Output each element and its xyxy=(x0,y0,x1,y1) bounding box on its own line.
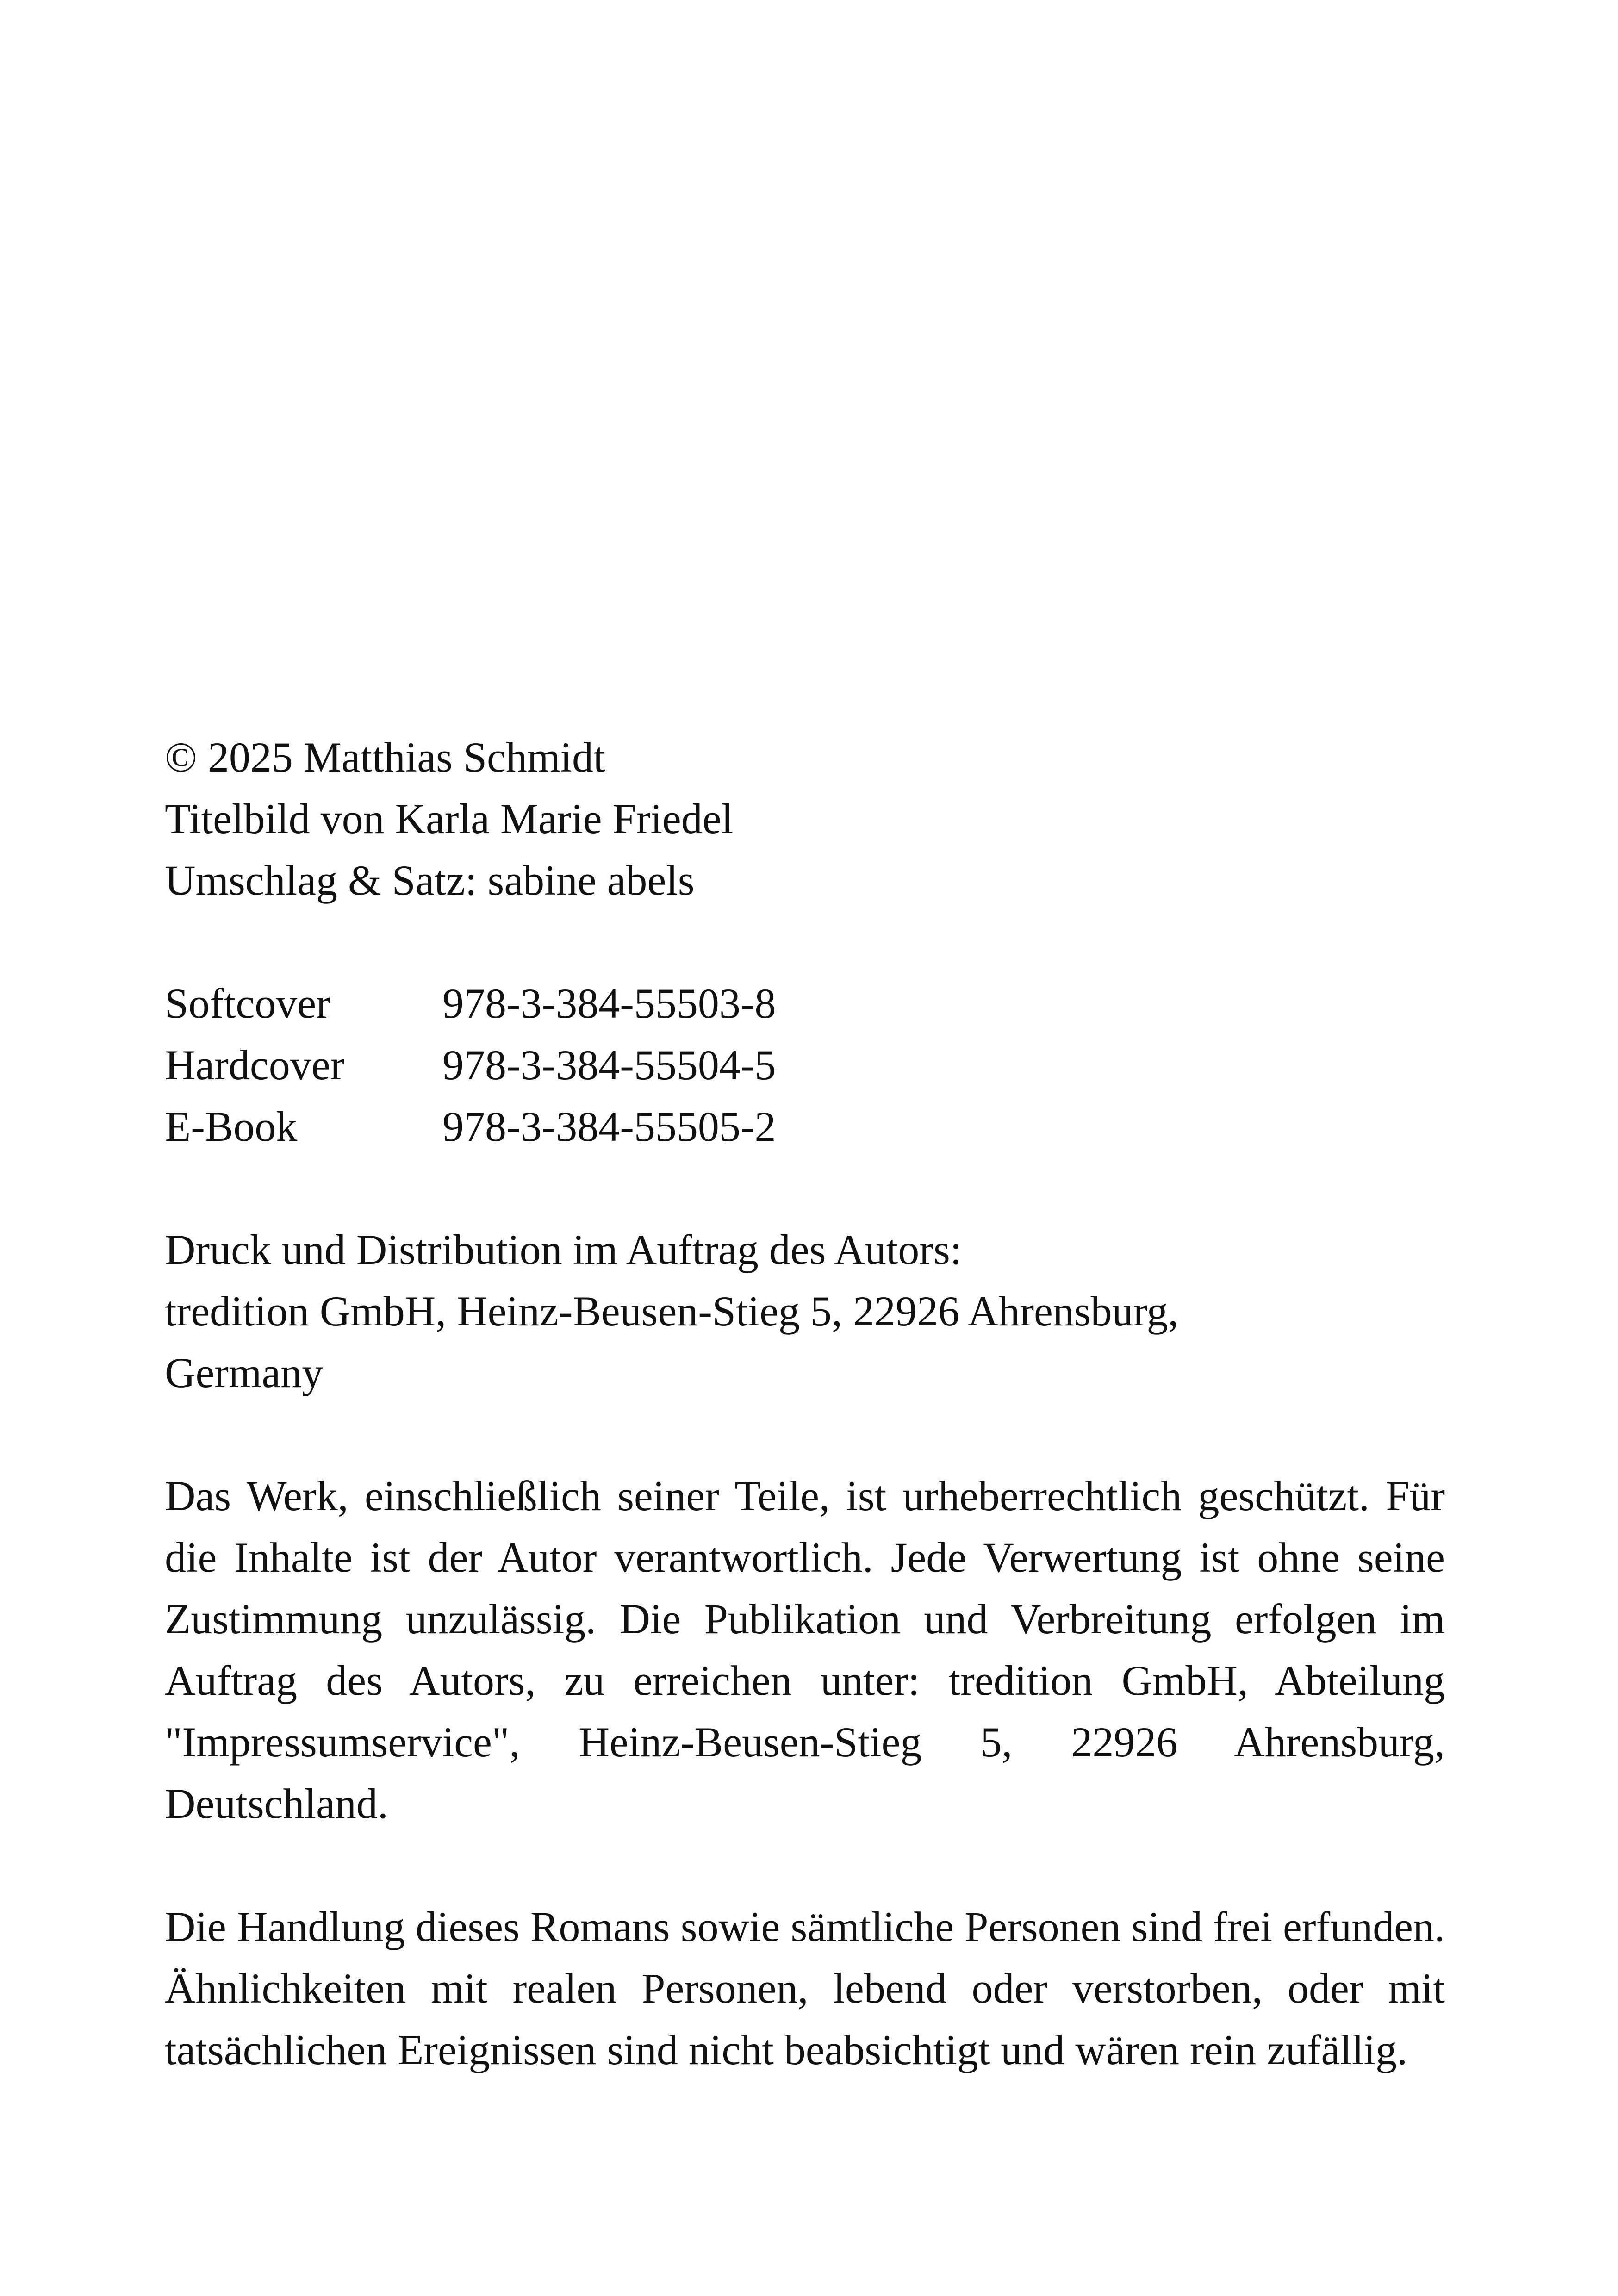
cover-image-credit: Titelbild von Karla Marie Friedel xyxy=(165,795,734,842)
isbn-list xyxy=(165,973,1445,1157)
publisher-address: tredition GmbH, Heinz-Beusen-Stieg 5, 22926 Ahrensburg, xyxy=(165,1288,1179,1335)
isbn-number: 978-3-384-55503-8 xyxy=(442,980,776,1027)
isbn-number: 978-3-384-55504-5 xyxy=(442,1041,776,1089)
credits-block xyxy=(165,727,1445,911)
design-credit: Umschlag & Satz: sabine abels xyxy=(165,857,695,904)
imprint-page xyxy=(165,727,1445,2081)
publisher-intro: Druck und Distribution im Auftrag des Autors: xyxy=(165,1226,962,1273)
fiction-disclaimer-paragraph: Die Handlung dieses Romans sowie sämtliche Personen sind frei erfunden. Ähnlichkeiten mit realen Personen, lebend oder verstorben, oder mit tatsächlichen Ereignissen sind nicht beabsichtigt und wären rein zufällig. xyxy=(165,1903,1445,2073)
legal-notice-block xyxy=(165,1465,1445,1835)
isbn-format-label: E-Book xyxy=(165,1103,298,1150)
isbn-format-label: Hardcover xyxy=(165,1041,345,1089)
disclaimer-block xyxy=(165,1896,1445,2081)
isbn-row-ebook xyxy=(165,1096,1445,1157)
isbn-number: 978-3-384-55505-2 xyxy=(442,1103,776,1150)
copyright-notice: © 2025 Matthias Schmidt xyxy=(165,734,605,781)
publisher-block xyxy=(165,1219,1445,1404)
isbn-row-softcover xyxy=(165,973,1445,1034)
isbn-row-hardcover xyxy=(165,1034,1445,1096)
isbn-format-label: Softcover xyxy=(165,980,330,1027)
publisher-country: Germany xyxy=(165,1349,324,1396)
legal-notice-paragraph: Das Werk, einschließlich seiner Teile, ist urheberrechtlich geschützt. Für die Inhalte ist der Autor verantwortlich. Jede Verwertung ist ohne seine Zustimmung unzulässig. Die Publikation und Verbreitung erfolgen im Auftrag des Autors, zu erreichen unter: tredition GmbH, Abteilung "Impressumservice", Heinz-Beusen-Stieg 5, 22926 Ahrensburg, Deutschland. xyxy=(165,1472,1445,1827)
